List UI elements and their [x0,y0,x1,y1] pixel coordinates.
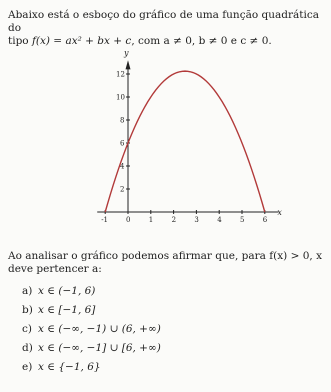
x-tick-label: 1 [148,216,154,224]
y-tick-label: 4 [120,162,125,171]
x-axis-label: x [277,208,282,217]
option-b[interactable] [22,301,161,320]
option-text: x ∈ [−1, 6] [38,304,96,316]
function-graph [60,48,282,225]
option-letter: a) [22,285,33,297]
x-tick-label: 0 [126,216,131,224]
option-text: x ∈ {−1, 6} [38,361,101,373]
option-letter: c) [22,323,32,335]
parabola-curve [105,71,265,212]
option-d[interactable] [22,339,161,358]
option-c[interactable] [22,320,161,339]
graph-axes [97,49,282,217]
option-text: x ∈ (−1, 6) [38,285,96,297]
y-tick-label: 2 [120,185,125,194]
option-letter: e) [22,361,33,373]
question-line-1: Ao analisar o gráfico podemos afirmar que, para f(x) > 0, x [8,250,323,262]
option-letter: b) [22,304,33,316]
y-tick-label: 8 [120,116,125,125]
option-a[interactable] [22,282,161,301]
intro-line-2-suffix: , com a ≠ 0, b ≠ 0 e c ≠ 0. [131,35,272,47]
answer-options [22,282,161,377]
option-letter: d) [22,342,33,354]
y-tick-label: 6 [120,139,125,148]
y-tick-label: 12 [116,70,125,79]
y-tick-label: 10 [116,93,125,102]
option-e[interactable] [22,358,161,377]
intro-line-1: Abaixo está o esboço do gráfico de uma função quadrática do [8,9,319,34]
x-tick-label: 3 [194,216,199,224]
x-tick-label: 5 [240,216,245,224]
intro-line-2-prefix: tipo [8,35,32,47]
option-text: x ∈ (−∞, −1] ∪ [6, +∞) [38,342,161,354]
x-tick-label: 6 [262,216,268,224]
question-text [8,250,326,276]
option-text: x ∈ (−∞, −1) ∪ (6, +∞) [38,323,161,335]
function-formula: f(x) = ax² + bx + c [31,35,132,47]
x-tick-label: -1 [101,216,109,224]
y-axis-label: y [124,48,129,58]
question-line-2: deve pertencer a: [8,263,102,275]
y-axis-arrow [126,60,131,69]
intro-text [8,9,326,48]
x-tick-label: 4 [217,216,222,224]
x-tick-label: 2 [171,216,177,224]
